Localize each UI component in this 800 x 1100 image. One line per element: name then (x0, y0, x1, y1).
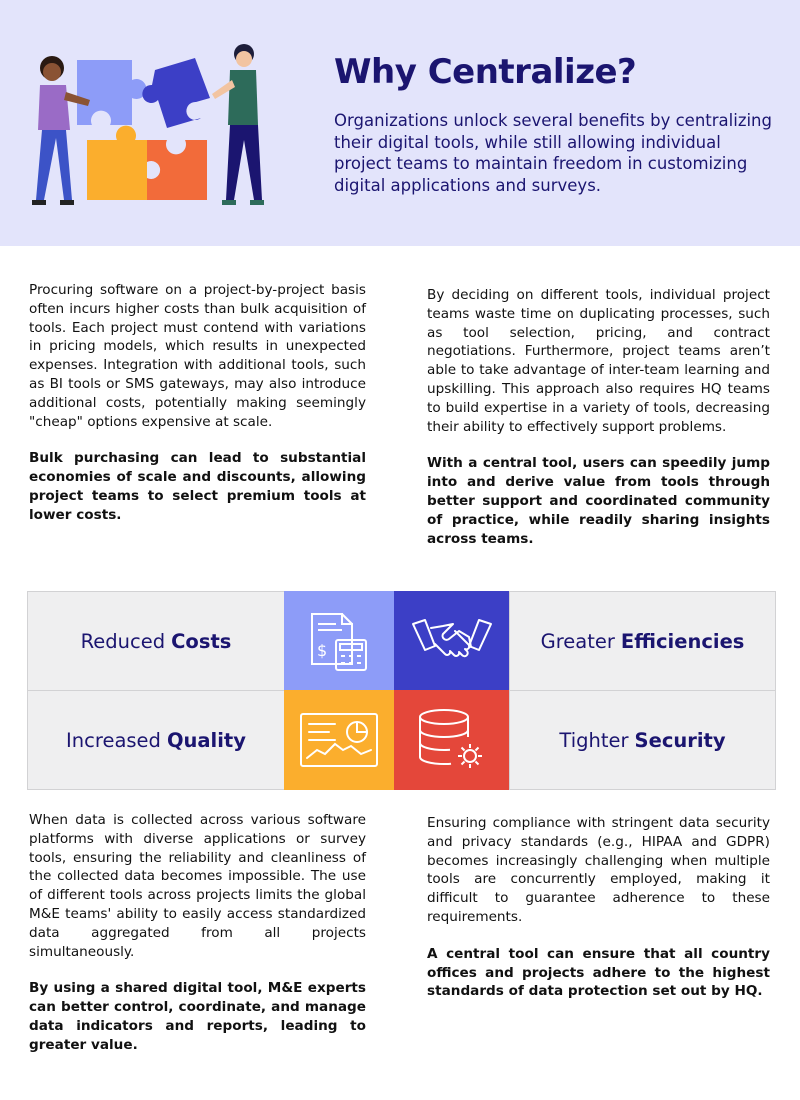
page-subtitle: Organizations unlock several benefits by centralizing their digital tools, while still allowing individual project teams to maintain freedom in customizing digital applications and surveys. (334, 111, 772, 195)
benefit-emphasis: Efficiencies (620, 629, 745, 653)
costs-section (29, 281, 366, 525)
efficiencies-section (427, 286, 770, 548)
benefit-prefix: Greater (540, 629, 615, 653)
hero-banner (0, 0, 800, 246)
svg-text:$: $ (317, 641, 328, 660)
benefit-efficiencies-tile (394, 591, 510, 691)
benefit-emphasis: Costs (171, 629, 232, 653)
security-section (427, 814, 770, 1001)
page-title: Why Centralize? (334, 52, 637, 92)
benefit-reduced-costs (27, 591, 285, 691)
benefit-prefix: Increased (66, 728, 161, 752)
security-highlight: A central tool can ensure that all country offices and projects adhere to the highest standards of data protection set out by HQ. (427, 945, 770, 1000)
benefit-prefix: Tighter (559, 728, 629, 752)
quality-highlight: By using a shared digital tool, M&E experts can better control, coordinate, and manage data indicators and reports, leading to greater value. (29, 980, 366, 1053)
efficiencies-body: By deciding on different tools, individual project teams waste time on duplicating processes, such as tool selection, pricing, and contract negotiations. Furthermore, project teams aren’t able to take advantage of inter-team learning and upskilling. This approach also requires HQ teams to build expertise in a variety of tools, decreasing their ability to effectively support problems. (427, 287, 770, 435)
costs-highlight: Bulk purchasing can lead to substantial economies of scale and discounts, allowing project teams to select premium tools at lower costs. (29, 450, 366, 523)
database-gear-icon (416, 708, 488, 772)
security-body: Ensuring compliance with stringent data security and privacy standards (e.g., HIPAA and GDPR) becomes increasingly challenging when multiple tools are concurrently employed, making it difficult to guarantee adherence to these requirements. (427, 815, 770, 925)
benefit-increased-quality (27, 690, 285, 790)
efficiencies-highlight: With a central tool, users can speedily jump into and derive value from tools through better support and coordinated community of practice, while readily sharing insights across teams. (427, 455, 770, 547)
costs-body: Procuring software on a project-by-project basis often incurs higher costs than bulk acquisition of tools. Each project must contend with variations in pricing models, which results in unexpected expenses. Integration with additional tools, such as BI tools or SMS gateways, may also introduce additional costs, potentially making seemingly "cheap" options expensive at scale. (29, 282, 366, 430)
report-chart-icon (299, 712, 379, 768)
puzzle-teamwork-illustration (22, 40, 282, 215)
quality-body: When data is collected across various software platforms with diverse applications or survey tools, ensuring the reliability and cleanliness of the collected data becomes impossible. The use of different tools across projects limits the global M&E teams' ability to easily access standardized data aggregated from all projects simultaneously. (29, 812, 366, 960)
quality-section (29, 811, 366, 1055)
invoice-calculator-icon (306, 610, 372, 672)
benefit-emphasis: Quality (166, 728, 246, 752)
benefits-grid (27, 591, 776, 790)
benefit-quality-tile (284, 690, 394, 790)
benefit-tighter-security (509, 690, 776, 790)
benefit-emphasis: Security (634, 728, 726, 752)
benefit-security-tile (394, 690, 510, 790)
benefit-costs-tile (284, 591, 394, 691)
benefit-greater-efficiencies (509, 591, 776, 691)
benefit-prefix: Reduced (80, 629, 166, 653)
handshake-icon (411, 614, 493, 668)
